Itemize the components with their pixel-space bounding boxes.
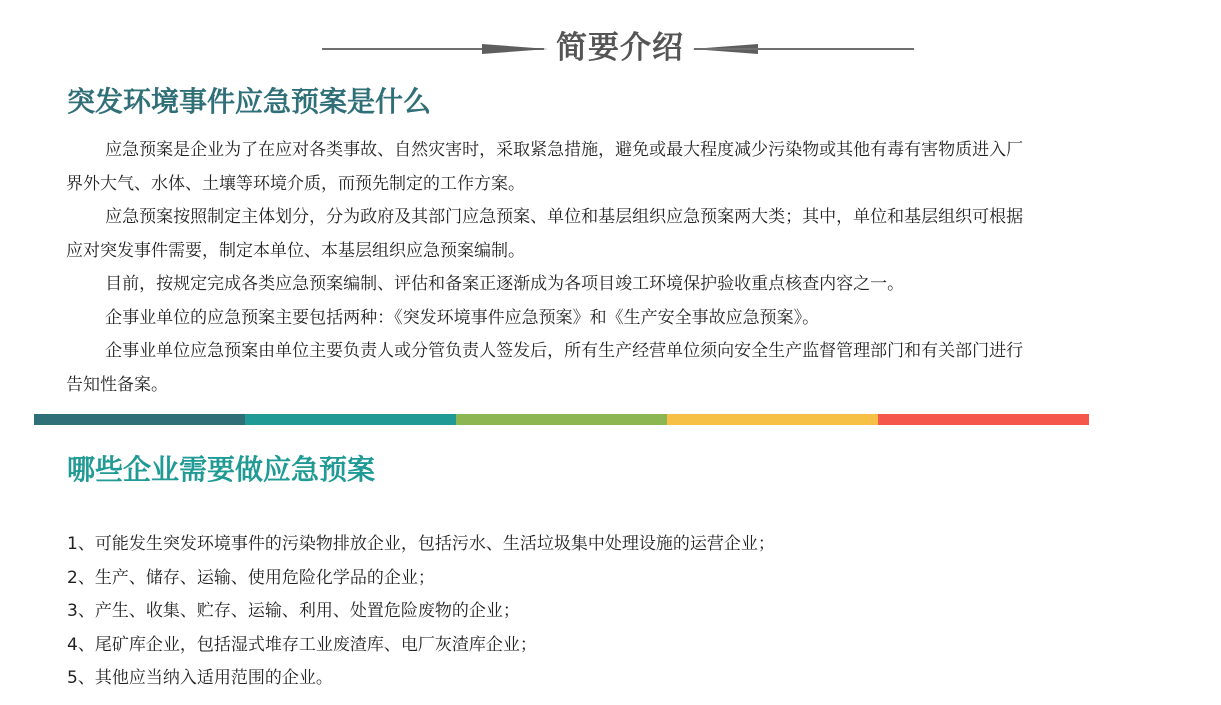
section1-title: 突发环境事件应急预案是什么	[67, 85, 432, 118]
divider-segment	[667, 414, 878, 425]
paragraph: 应急预案按照制定主体划分，分为政府及其部门应急预案、单位和基层组织应急预案两大类；其中，单位和基层组织可根据应对突发事件需要，制定本单位、本基层组织应急预案编制。	[66, 207, 1024, 261]
divider-segment	[245, 414, 456, 425]
header-title: 简要介绍	[556, 30, 684, 66]
color-divider	[34, 414, 1089, 425]
section2-list	[67, 528, 1067, 696]
header-line-right	[694, 48, 914, 50]
section-header	[322, 26, 914, 72]
section2-title: 哪些企业需要做应急预案	[67, 453, 376, 486]
list-item: 4、尾矿库企业，包括湿式堆存工业废渣库、电厂灰渣库企业；	[67, 634, 537, 655]
divider-segment	[878, 414, 1089, 425]
paragraph: 目前，按规定完成各类应急预案编制、评估和备案正逐渐成为各项目竣工环境保护验收重点核查内容之一。	[105, 274, 905, 294]
header-wedge-left	[482, 44, 548, 54]
list-item: 3、产生、收集、贮存、运输、利用、处置危险废物的企业；	[67, 601, 520, 621]
divider-segment	[34, 414, 245, 425]
paragraph: 企事业单位的应急预案主要包括两种：《突发环境事件应急预案》和《生产安全事故应急预案》。	[105, 307, 820, 328]
list-item: 2、生产、储存、运输、使用危险化学品的企业；	[67, 567, 435, 588]
paragraph: 企事业单位应急预案由单位主要负责人或分管负责人签发后，所有生产经营单位须向安全生产监督管理部门和有关部门进行告知性备案。	[66, 341, 1024, 395]
section1-body	[66, 134, 1028, 402]
paragraph: 应急预案是企业为了在应对各类事故、自然灾害时，采取紧急措施，避免或最大程度减少污染物或其他有毒有害物质进入厂界外大气、水体、土壤等环境介质，而预先制定的工作方案。	[66, 140, 1024, 194]
list-item: 1、可能发生突发环境事件的污染物排放企业，包括污水、生活垃圾集中处理设施的运营企业；	[67, 534, 775, 554]
divider-segment	[456, 414, 667, 425]
list-item: 5、其他应当纳入适用范围的企业。	[67, 668, 333, 688]
